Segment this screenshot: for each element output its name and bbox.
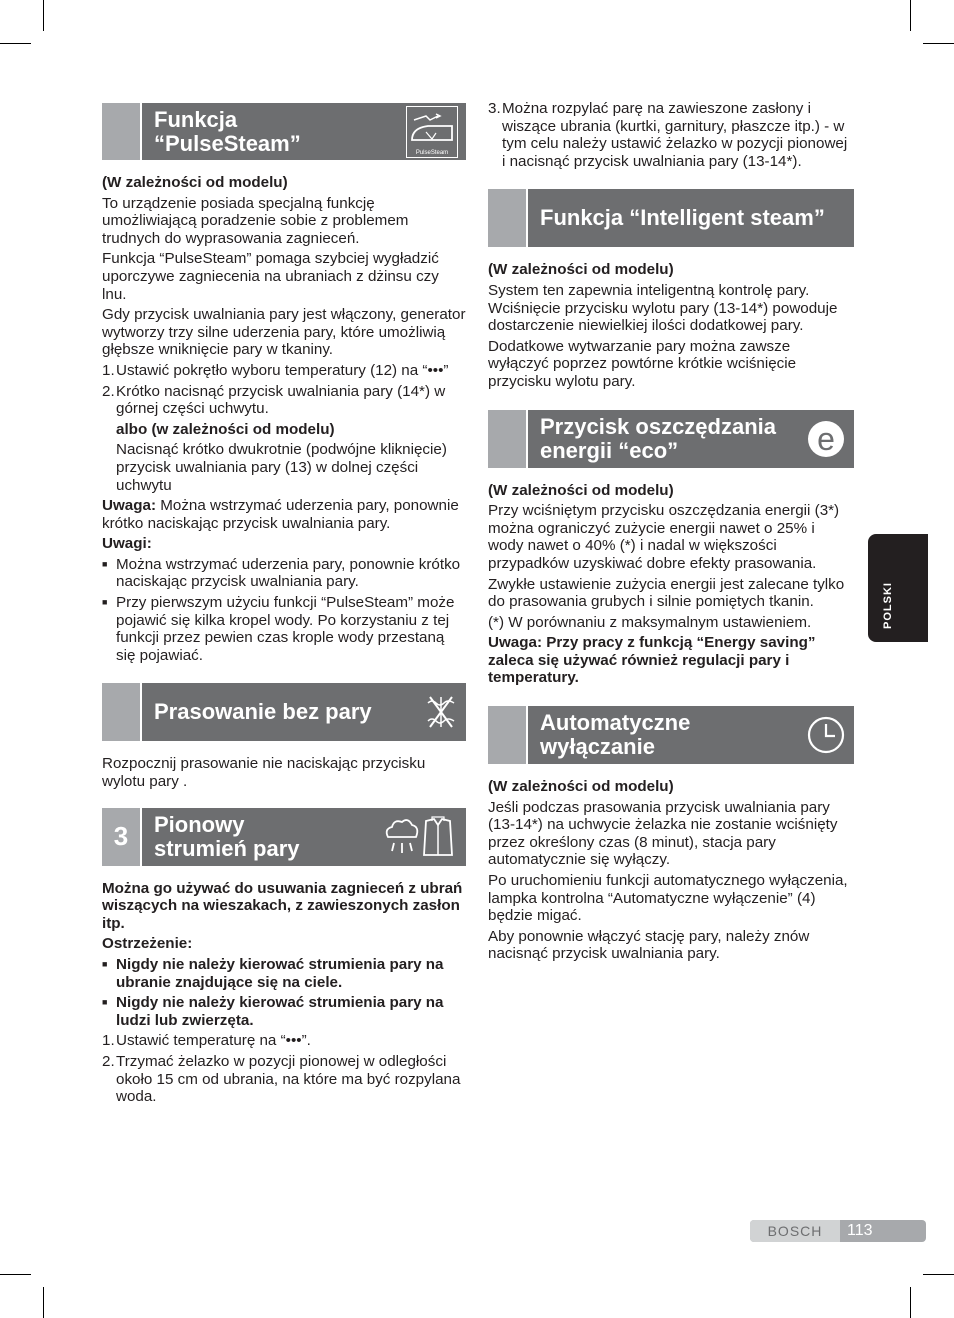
paragraph: System ten zapewnia inteligentną kontrolę pary. Wciśnięcie przycisku wylotu pary (13-14*) powoduje dostarczenie niewielkiej ilości dodatkowej pary. xyxy=(488,281,838,335)
paragraph: Funkcja “PulseSteam” pomaga szybciej wygładzić uporczywe zagniecenia na ubraniach z dżinsu czy lnu. xyxy=(102,250,439,303)
vertical-steam-icon xyxy=(382,808,466,866)
list-item: ■ Nigdy nie należy kierować strumienia pary na ludzi lub zwierzęta. xyxy=(102,994,444,1029)
left-column xyxy=(102,103,466,1109)
model-note: (W zależności od modelu) xyxy=(102,174,288,191)
paragraph: Jeśli podczas prasowania przycisk uwalniania pary (13-14*) na uchwycie żelazka nie zostanie wciśnięty przez określony czas (8 minut), stacja pary automatycznie się wyłączy. xyxy=(488,798,838,869)
list-item: 1. Ustawić pokrętło wyboru temperatury (12) na “•••” xyxy=(102,361,449,379)
page-footer xyxy=(750,1220,926,1242)
dry-ironing-header xyxy=(102,683,466,741)
paragraph: Gdy przycisk uwalniania pary jest włączony, generator wytworzy trzy silne uderzenia pary, które umożliwią głębsze wniknięcie pary w tkaniny. xyxy=(102,306,466,359)
paragraph: Rozpocznij prasowanie nie naciskając przycisku wylotu pary . xyxy=(102,755,426,791)
brand-name: BOSCH xyxy=(750,1220,840,1242)
intelligent-steam-header xyxy=(488,189,854,247)
list-item: 2. Krótko nacisnąć przycisk uwalniania pary (14*) w górnej części uchwytu. xyxy=(102,382,446,418)
clock-icon xyxy=(806,706,854,764)
paragraph: Aby ponownie włączyć stację pary, należy znów nacisnąć przycisk uwalniania pary. xyxy=(488,927,810,963)
list-item: ■ Przy pierwszym użyciu funkcji “PulseSteam” może pojawić się kilka kropel wody. Po korzystaniu z tej funkcji przez pewien czas krople wody przestaną się pojawiać. xyxy=(102,594,455,664)
warning-label: Ostrzeżenie: xyxy=(102,935,193,953)
eco-icon xyxy=(806,410,854,468)
language-tab xyxy=(868,534,928,642)
list-item: 3. Można rozpylać parę na zawieszone zasłony i wiszące ubrania (kurtki, garnitury, płaszcze itp.) - w tym celu należy ustawić żelazko w pozycji pionowej i nacisnąć przycisk uwalniania pary (13-14*). xyxy=(488,100,848,170)
pulsesteam-icon xyxy=(406,103,466,160)
model-note: (W zależności od modelu) xyxy=(488,261,674,279)
paragraph: Po uruchomieniu funkcji automatycznego wyłączenia, lampka kontrolna “Automatyczne wyłączenie” (4) będzie migać. xyxy=(488,872,848,925)
no-steam-icon xyxy=(424,683,466,741)
crop-mark xyxy=(923,1274,954,1275)
vertical-steam-header xyxy=(102,808,466,866)
crop-mark xyxy=(0,43,31,44)
paragraph: To urządzenie posiada specjalną funkcję umożliwiającą poradzenie sobie z problemem trudnych do wyprasowania zagnieceń. xyxy=(102,194,409,247)
pulsesteam-header xyxy=(102,103,466,160)
paragraph: (*) W porównaniu z maksymalnym ustawieniem. xyxy=(488,613,812,631)
crop-mark xyxy=(910,1287,911,1318)
svg-text:PulseSteam: PulseSteam xyxy=(415,149,449,156)
intelligent-steam-title: Funkcja “Intelligent steam” xyxy=(540,205,825,231)
list-item: 2. Trzymać żelazko w pozycji pionowej w odległości około 15 cm od ubrania, na które ma być rozpylana woda. xyxy=(102,1052,461,1106)
svg-text:e: e xyxy=(817,420,835,457)
paragraph: Zwykłe ustawienie zużycia energii jest zalecane tylko do prasowania grubych i silnie pomiętych tkanin. xyxy=(488,575,845,611)
vertical-steam-title: Pionowy strumień pary xyxy=(154,811,300,861)
crop-mark xyxy=(43,0,44,31)
notes-label: Uwagi: xyxy=(102,535,152,553)
crop-mark xyxy=(923,43,954,44)
eco-title: Przycisk oszczędzania energii “eco” xyxy=(540,413,777,463)
paragraph: Uwaga: Przy pracy z funkcją “Energy saving” zaleca się używać również regulacji pary i temperatury. xyxy=(488,634,816,687)
model-note: (W zależności od modelu) xyxy=(488,481,674,499)
pulsesteam-title: Funkcja “PulseSteam” xyxy=(154,106,301,156)
crop-mark xyxy=(43,1287,44,1318)
dry-ironing-title: Prasowanie bez pary xyxy=(154,699,372,725)
or-label: albo (w zależności od modelu) xyxy=(116,420,335,438)
auto-off-title: Automatyczne wyłączanie xyxy=(540,710,691,760)
section-number: 3 xyxy=(102,808,140,866)
list-item: ■ Nigdy nie należy kierować strumienia pary na ubranie znajdujące się na ciele. xyxy=(102,956,444,991)
list-item: ■ Można wstrzymać uderzenia pary, ponownie krótko naciskając przycisk uwalniania pary. xyxy=(102,555,461,591)
paragraph: Dodatkowe wytwarzanie pary można zawsze wyłączyć poprzez powtórne krótkie wciśnięcie przycisku wylotu pary. xyxy=(488,337,797,390)
note: Uwaga: Można wstrzymać uderzenia pary, ponownie krótko naciskając przycisk uwalniania pary. xyxy=(102,497,459,532)
model-note: (W zależności od modelu) xyxy=(488,778,674,796)
auto-off-header xyxy=(488,706,854,764)
paragraph: Przy wciśniętym przycisku oszczędzania energii (3*) można ograniczyć zużycie energii nawet o 25% i wody nawet o 40% (*) i nadal w większości przypadków uzyskiwać dobre efekty prasowania. xyxy=(488,502,840,572)
intro: Można go używać do usuwania zagnieceń z ubrań wiszących na wieszakach, z zawieszonych zasłon itp. xyxy=(102,879,463,932)
page-number: 113 xyxy=(847,1222,873,1239)
paragraph: Nacisnąć krótko dwukrotnie (podwójne kliknięcie) przycisk uwalniania pary (13) w dolnej części uchwytu xyxy=(116,441,447,494)
eco-header xyxy=(488,410,854,468)
crop-mark xyxy=(0,1274,31,1275)
list-item: 1. Ustawić temperaturę na “•••”. xyxy=(102,1032,311,1050)
language-tab-label: POLSKI xyxy=(882,582,894,629)
right-column xyxy=(488,100,854,966)
crop-mark xyxy=(910,0,911,31)
